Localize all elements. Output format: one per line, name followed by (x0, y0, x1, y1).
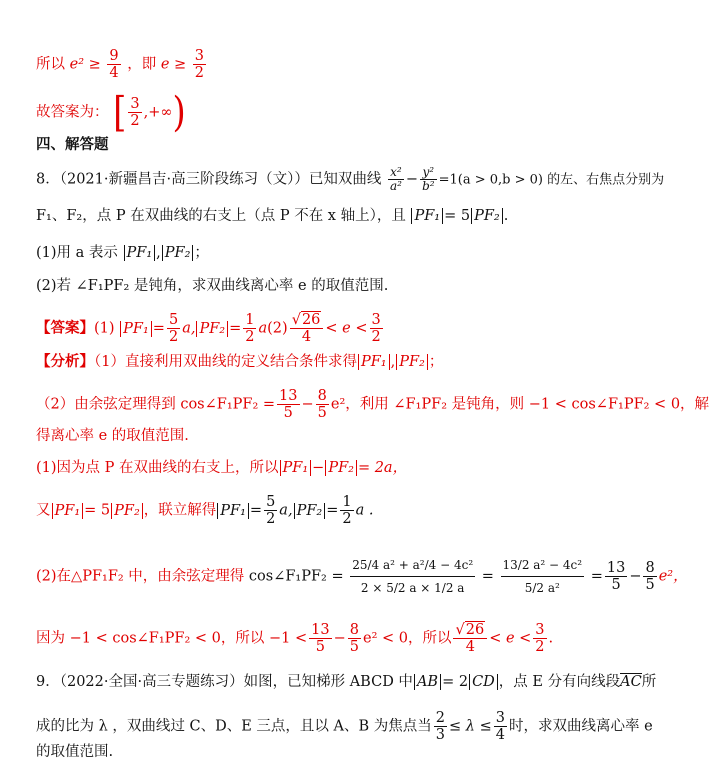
text: a, (279, 502, 293, 519)
text: F₁、F₂，点 P 在双曲线的右支上（点 P 不在 x 轴上），且 (36, 208, 406, 224)
numerator: 5 (168, 312, 179, 328)
text: a . (355, 502, 374, 519)
fraction (167, 312, 180, 345)
denominator: 2 (342, 511, 352, 527)
text: a, (182, 320, 196, 337)
fraction (348, 622, 361, 655)
denominator: 5 (611, 577, 621, 593)
line-so-e-squared (36, 48, 612, 81)
fraction (533, 622, 546, 655)
sqrt-value: 26 (465, 622, 485, 638)
abs-value: PF₂ (294, 503, 326, 519)
analysis-line-1: 【分析】（1）直接利用双曲线的定义结合条件求得 PF₁ , PF₂ ； (36, 354, 444, 370)
text: < e < (489, 630, 532, 647)
bracket: ) (172, 88, 186, 137)
fraction (420, 166, 437, 193)
fraction (128, 96, 141, 129)
denominator: 2 (535, 639, 545, 655)
numerator: 9 (109, 48, 119, 64)
numerator: 13/2 a² − 4c² (501, 554, 585, 577)
analysis-line-2 (36, 388, 709, 421)
text: （1）直接利用双曲线的定义结合条件求得 (94, 354, 357, 370)
text: . (548, 630, 554, 647)
denominator: 5 (317, 405, 327, 421)
fraction (243, 312, 256, 345)
solution-line-2 (36, 494, 612, 527)
abs-value: PF₂ (111, 503, 143, 519)
text: (2)在△PF₁F₂ 中，由余弦定理得 (36, 568, 245, 585)
denominator: 2 (168, 329, 179, 345)
denominator: 5/2 a² (524, 581, 560, 595)
text: （2）由余弦定理得到 cos∠F₁PF₂ = (36, 396, 276, 413)
abs-value: PF₁ (217, 503, 249, 519)
big-fraction (501, 554, 585, 599)
text: ,+∞ (143, 104, 173, 121)
numerator: 1 (342, 494, 352, 510)
denominator: a² (389, 179, 402, 193)
text: e² < 0，所以 (362, 630, 452, 647)
numerator: 25/4 a² + a²/4 − 4c² (350, 554, 475, 577)
text: = 5 (84, 502, 111, 519)
text: a (258, 320, 268, 337)
numerator: x² (388, 166, 404, 180)
numerator: 3 (495, 710, 505, 726)
fraction (340, 494, 353, 527)
denominator: 2 × 5/2 a × 1/2 a (360, 581, 465, 595)
abs-value: PF₂ (396, 354, 428, 370)
text: 因为 −1 < cos∠F₁PF₂ < 0，所以 −1 < (36, 630, 308, 647)
denominator: 5 (315, 639, 325, 655)
text: 所以 (36, 56, 65, 73)
abs-value: PF₂ (162, 245, 194, 261)
fraction (264, 494, 277, 527)
denominator: b² (422, 179, 435, 193)
numerator: 3 (130, 96, 140, 112)
abs-value: PF₁ (358, 354, 390, 370)
numerator: 5 (266, 494, 276, 510)
abs-value: PF₁ (280, 460, 312, 476)
abs-value: AB (414, 674, 441, 690)
text: ； (428, 354, 444, 370)
solution-line-3 (36, 554, 688, 599)
vector: AC (620, 674, 642, 690)
text: 故答案为： (36, 104, 109, 121)
abs-value: PF₂ (196, 321, 228, 337)
denominator: 5 (283, 405, 293, 421)
abs-value: PF₂ (471, 208, 503, 224)
text: − (333, 630, 346, 647)
text: = (326, 502, 339, 519)
abs-value: PF₁ (52, 503, 84, 519)
numerator: 8 (645, 560, 655, 576)
text: ，联立解得 (143, 502, 217, 519)
math: e² ≥ (69, 56, 101, 73)
numerator: 8 (317, 388, 327, 404)
text: − (312, 460, 325, 476)
text: ≤ λ ≤ (449, 718, 492, 735)
denominator: 2 (130, 113, 140, 129)
denominator: 2 (245, 329, 255, 345)
text: cos∠F₁PF₂ = (248, 568, 344, 585)
numerator: √26 (453, 622, 487, 639)
denominator: 4 (465, 639, 475, 655)
bracket: [ (113, 88, 127, 137)
text: ； (194, 245, 209, 261)
denominator: 4 (301, 329, 312, 345)
fraction (434, 710, 447, 743)
abs-value: CD (469, 674, 498, 690)
text: e²， (658, 568, 688, 585)
text: 所 (641, 674, 657, 690)
fraction (605, 560, 627, 593)
text: e²，利用 ∠F₁PF₂ 是钝角，则 −1 < cos∠F₁PF₂ < 0，解 (330, 396, 709, 413)
numerator: 13 (311, 622, 330, 638)
line-answer-interval (36, 88, 612, 137)
numerator: 13 (279, 388, 298, 404)
fraction (316, 388, 329, 421)
numerator: √26 (290, 312, 324, 329)
text: = (229, 320, 242, 337)
numerator: 3 (371, 312, 381, 328)
text: = (481, 568, 494, 585)
text: − (629, 568, 642, 585)
numerator: 3 (535, 622, 545, 638)
numerator: 8 (349, 622, 359, 638)
answer-tag: 【答案】 (36, 320, 94, 337)
fraction (453, 622, 487, 655)
text: ，即 (127, 56, 157, 73)
text: ，点 E 分有向线段 (498, 674, 621, 690)
fraction (193, 48, 206, 81)
fraction (277, 388, 299, 421)
q8-line-3: (1)用 a 表示 PF₁ , PF₂ ； (36, 245, 209, 261)
text: = (249, 502, 263, 519)
denominator: 2 (266, 511, 276, 527)
text: (1)因为点 P 在双曲线的右支上，所以 (36, 460, 279, 476)
text: 时，求双曲线离心率 e (508, 718, 653, 735)
denominator: 5 (645, 577, 655, 593)
numerator: y² (420, 166, 437, 180)
fraction (494, 710, 507, 743)
answer-line (36, 312, 612, 345)
fraction (388, 166, 404, 193)
denominator: 5 (349, 639, 359, 655)
q9-line-1 (36, 672, 657, 692)
sqrt-value: 26 (301, 312, 321, 328)
text: 8．（2021·新疆昌吉·高三阶段练习（文））已知双曲线 (36, 171, 382, 188)
abs-value: PF₁ (120, 321, 152, 337)
numerator: 1 (245, 312, 255, 328)
text: = 2 (442, 674, 469, 690)
q8-line-1: 8．（2021·新疆昌吉·高三阶段练习（文））已知双曲线 $\frac{\text{x²}}{\text{a²}}$ − $\frac{\text{y²}}{\text{b²}}$ =1(a > 0,b > 0) 的左、右焦点分别为 (36, 165, 665, 193)
text: =1(a > 0,b > 0) 的左、右焦点分别为 (438, 172, 665, 188)
fraction (290, 312, 324, 345)
denominator: 4 (109, 65, 119, 81)
section-title: 四、解答题 (36, 137, 109, 153)
q9-line-3: 的取值范围. (36, 744, 114, 760)
text: = (590, 568, 603, 585)
fraction (370, 312, 383, 345)
text: 成的比为 λ ，双曲线过 C、D、E 三点，且以 A、B 为焦点当 (36, 718, 432, 735)
text: < e < (325, 320, 368, 337)
fraction (107, 48, 120, 81)
text: 又 (36, 502, 51, 519)
q8-line-2: F₁、F₂，点 P 在双曲线的右支上（点 P 不在 x 轴上），且 PF₁ = 5 PF₂ . (36, 208, 509, 224)
text: − (301, 396, 314, 413)
numerator: 3 (194, 48, 205, 64)
numerator: 2 (435, 710, 446, 726)
text: (1)用 a 表示 (36, 245, 118, 261)
q9-line-2 (36, 710, 653, 743)
analysis-line-3: 得离心率 e 的取值范围. (36, 428, 189, 444)
text: = (152, 320, 165, 337)
solution-line-1 (36, 458, 612, 478)
big-fraction (350, 554, 475, 599)
denominator: 2 (371, 329, 381, 345)
fraction (309, 622, 331, 655)
text: = 2a， (357, 460, 408, 476)
abs-value: PF₁ (411, 208, 443, 224)
text: (1) (94, 320, 115, 337)
solution-line-4 (36, 622, 612, 655)
fraction (643, 560, 656, 593)
math: e ≥ (160, 56, 187, 73)
text: = 5 (444, 208, 471, 224)
numerator: 13 (606, 560, 626, 576)
denominator: 3 (435, 727, 446, 743)
abs-value: PF₂ (325, 460, 357, 476)
analysis-tag: 【分析】 (36, 354, 94, 370)
text: (2) (267, 320, 288, 337)
denominator: 2 (194, 65, 205, 81)
text: 9．（2022·全国·高三专题练习）如图，已知梯形 ABCD 中 (36, 674, 413, 690)
denominator: 4 (495, 727, 505, 743)
q8-line-4: (2)若 ∠F₁PF₂ 是钝角，求双曲线离心率 e 的取值范围. (36, 278, 389, 294)
abs-value: PF₁ (124, 245, 156, 261)
